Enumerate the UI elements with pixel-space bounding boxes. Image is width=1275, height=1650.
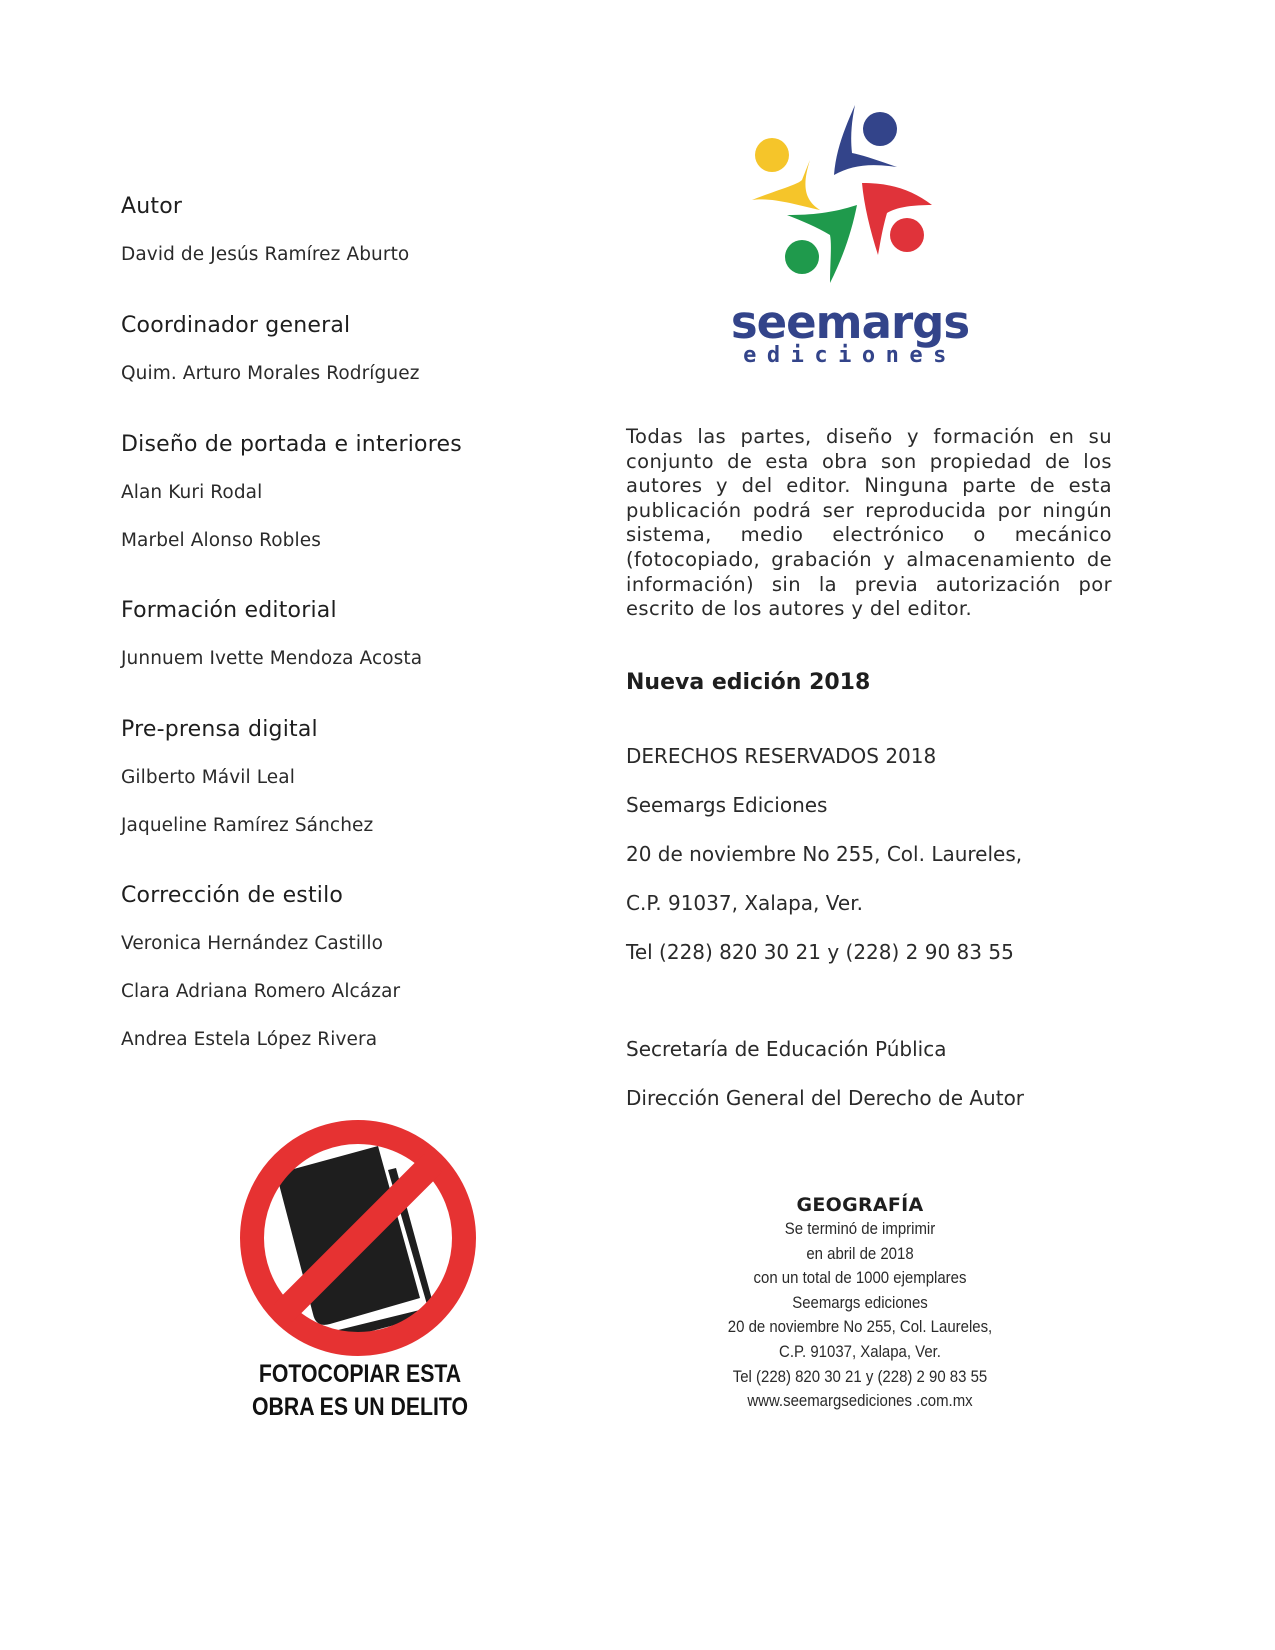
logo-subtitle: ediciones [743, 343, 957, 368]
credit-name: Marbel Alonso Robles [121, 530, 321, 551]
rights-line: Tel (228) 820 30 21 y (228) 2 90 83 55 [626, 940, 1014, 964]
colophon-line: C.P. 91037, Xalapa, Ver. [779, 1341, 941, 1361]
colophon-line: con un total de 1000 ejemplares [753, 1268, 967, 1288]
rights-line: C.P. 91037, Xalapa, Ver. [626, 891, 863, 915]
colophon [690, 1193, 1030, 1414]
credit-heading: Formación editorial [121, 598, 337, 623]
colophon-line: Seemargs ediciones [792, 1292, 928, 1312]
registry-line: Secretaría de Educación Pública [626, 1037, 947, 1061]
credit-name: David de Jesús Ramírez Aburto [121, 244, 410, 265]
credit-name: Jaqueline Ramírez Sánchez [121, 815, 374, 836]
no-copy-warning [233, 1358, 488, 1424]
colophon-line: en abril de 2018 [806, 1243, 914, 1263]
logo-blue-head [863, 112, 897, 146]
credit-heading: Diseño de portada e interiores [121, 432, 462, 457]
credit-heading: Pre-prensa digital [121, 717, 318, 742]
colophon-line: Se terminó de imprimir [784, 1219, 936, 1238]
colophon-title: GEOGRAFÍA [796, 1194, 924, 1216]
logo-red-head [890, 218, 924, 252]
rights-line: Seemargs Ediciones [626, 793, 828, 817]
warning-line: OBRA ES UN DELITO [251, 1393, 469, 1421]
credit-name: Veronica Hernández Castillo [121, 933, 384, 954]
colophon-line: Tel (228) 820 30 21 y (228) 2 90 83 55 [732, 1366, 988, 1386]
edition-label: Nueva edición 2018 [626, 670, 871, 695]
credit-name: Clara Adriana Romero Alcázar [121, 981, 401, 1002]
credit-name: Gilberto Mávil Leal [121, 767, 295, 788]
website-link[interactable]: www.seemargsediciones .com.mx [747, 1391, 973, 1411]
warning-line: FOTOCOPIAR ESTA [258, 1360, 462, 1388]
credit-name: Quim. Arturo Morales Rodríguez [121, 363, 420, 384]
no-copy-book-icon [238, 1118, 478, 1358]
credit-name: Alan Kuri Rodal [121, 482, 263, 503]
credit-name: Andrea Estela López Rivera [121, 1029, 378, 1050]
credit-heading: Coordinador general [121, 313, 351, 338]
credit-name: Junnuem Ivette Mendoza Acosta [121, 648, 423, 669]
credit-heading: Autor [121, 194, 183, 219]
colophon-line: 20 de noviembre No 255, Col. Laureles, [727, 1317, 993, 1337]
legal-notice: Todas las partes, diseño y formación en su conjunto de esta obra son propiedad de los autores y del editor. Ninguna parte de esta publicación podrá ser reproducida por ningún sistema, medio electrónico o mecánico (fotocopiado, grabación y almacenamiento de información) sin la previa autorización por escrito de los autores y del editor. [626, 425, 1112, 621]
registry-line: Dirección General del Derecho de Autor [626, 1086, 1025, 1110]
logo-green-head [785, 240, 819, 274]
logo-wordmark: seemargs [730, 296, 970, 349]
logo-emblem-icon [752, 105, 942, 285]
no-photocopy-sign [238, 1118, 478, 1358]
rights-line: 20 de noviembre No 255, Col. Laureles, [626, 842, 1023, 866]
rights-line: DERECHOS RESERVADOS 2018 [626, 744, 937, 768]
publisher-logo [730, 105, 990, 375]
credit-heading: Corrección de estilo [121, 883, 344, 908]
logo-yellow-head [755, 138, 789, 172]
